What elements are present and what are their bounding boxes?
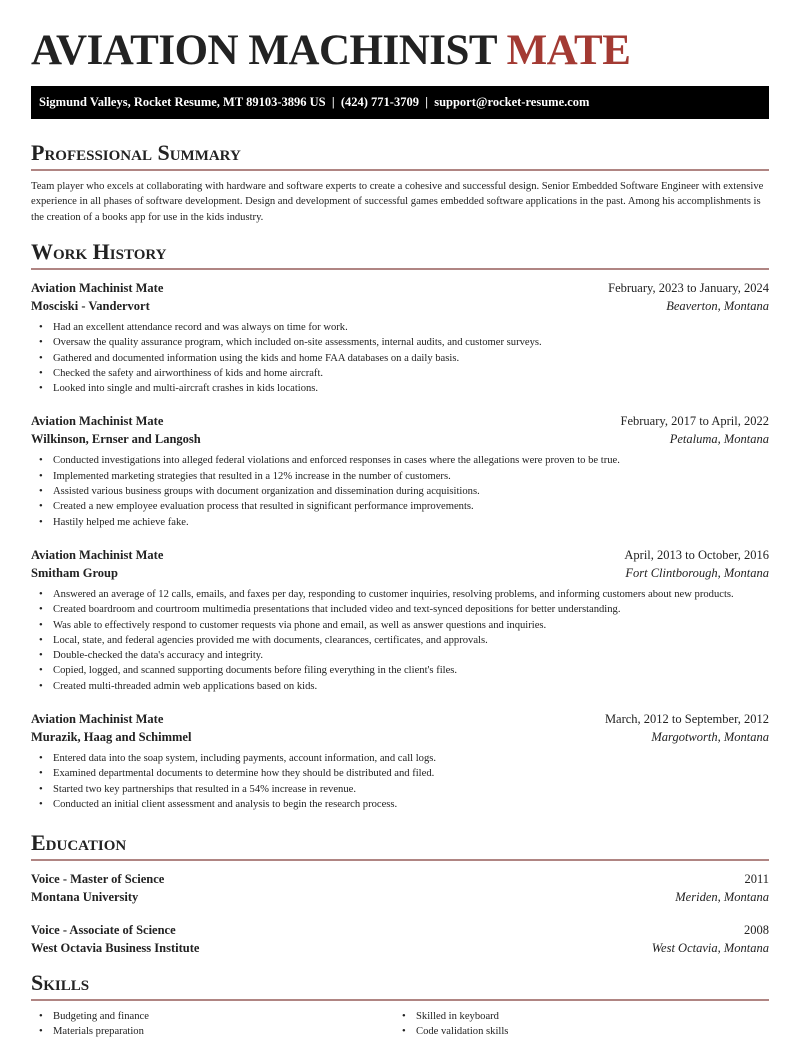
job-company: Murazik, Haag and Schimmel: [31, 730, 192, 745]
job-dates: March, 2012 to September, 2012: [604, 712, 769, 727]
skill-item: • Code validation skills: [394, 1024, 757, 1039]
job-company: Wilkinson, Ernser and Langosh: [31, 432, 201, 447]
job-company: Smitham Group: [31, 565, 118, 580]
job-bullet: • Conducted investigations into alleged federal violations and enforced responses in cases where the allegations were proven to be true.: [31, 453, 769, 468]
section-heading: Professional Summary: [31, 140, 769, 171]
job-bullet: • Created multi-threaded admin web applications based on kids.: [31, 679, 769, 694]
job-title: Aviation Machinist Mate: [31, 414, 164, 429]
job-entry: [31, 710, 769, 812]
job-bullet: • Double-checked the data's accuracy and integrity.: [31, 648, 769, 663]
job-title: Aviation Machinist Mate: [31, 281, 164, 295]
job-bullet: • Checked the safety and airworthiness of kids and home aircraft.: [31, 366, 769, 381]
job-bullet: • Local, state, and federal agencies provided me with documents, clearances, certificates, and approvals.: [31, 633, 769, 648]
job-title: Aviation Machinist Mate: [31, 712, 164, 727]
title-main: AVIATION MACHINIST: [31, 27, 497, 74]
job-bullets: [31, 587, 769, 694]
section-heading: Work History: [31, 239, 769, 270]
summary-text: Team player who excels at collaborating with hardware and software experts to create a cohesive and successful design. Senior Embedded Software Engineer with extensive experience in all phases of software development. Design and development of successful games embedded software applications in the past. Among his accomplishments is the creation of a books app for use in the kids industry.: [31, 181, 764, 223]
job-title: Aviation Machinist Mate: [31, 547, 164, 562]
job-bullet: • Started two key partnerships that resulted in a 54% increase in revenue.: [31, 782, 769, 797]
job-dates: April, 2013 to October, 2016: [624, 547, 769, 562]
job-entry: [31, 279, 769, 396]
school: Montana University: [31, 890, 139, 904]
job-bullet: • Examined departmental documents to determine how they should be distributed and filed.: [31, 766, 769, 781]
skills-list-right: [394, 1009, 757, 1040]
contact-bar: Sigmund Valleys, Rocket Resume, MT 89103-3896 US | (424) 771-3709 | support@rocket-resume.com: [31, 86, 769, 119]
school-location: Meriden, Montana: [675, 890, 769, 904]
job-bullet: • Implemented marketing strategies that resulted in a 12% increase in the number of customers.: [31, 469, 769, 484]
skills-section: [31, 970, 769, 1040]
job-bullet: • Created a new employee evaluation process that resulted in significant performance improvements.: [31, 499, 769, 514]
job-location: Petaluma, Montana: [669, 432, 769, 447]
school-location: West Octavia, Montana: [651, 941, 769, 955]
education-section: [31, 830, 769, 972]
job-bullet: • Looked into single and multi-aircraft crashes in kids locations.: [31, 381, 769, 396]
school: West Octavia Business Institute: [31, 941, 200, 955]
job-bullets: [31, 453, 769, 529]
job-entry: [31, 412, 769, 529]
job-location: Margotworth, Montana: [651, 730, 769, 745]
resume-title: [31, 26, 630, 75]
degree: Voice - Associate of Science: [31, 923, 176, 937]
job-bullet: • Answered an average of 12 calls, emails, and faxes per day, responding to customer inquiries, resolving problems, and informing customers about new products.: [31, 587, 769, 602]
job-bullet: • Gathered and documented information using the kids and home FAA databases on a daily basis.: [31, 351, 769, 366]
education-entry: [31, 870, 769, 906]
job-location: Beaverton, Montana: [666, 299, 769, 313]
job-bullet: • Conducted an initial client assessment and analysis to begin the research process.: [31, 797, 769, 812]
job-location: Fort Clintborough, Montana: [625, 565, 769, 580]
job-dates: February, 2017 to April, 2022: [620, 414, 769, 429]
grad-year: 2011: [744, 872, 769, 886]
job-entry: [31, 546, 769, 694]
job-bullet: • Copied, logged, and scanned supporting documents before filing everything in the client's files.: [31, 663, 769, 678]
job-bullet: • Hastily helped me achieve fake.: [31, 515, 769, 530]
title-accent: MATE: [506, 27, 631, 74]
section-heading: Education: [31, 830, 769, 861]
degree: Voice - Master of Science: [31, 872, 165, 886]
work-history-section: [31, 239, 769, 812]
job-bullet: • Entered data into the soap system, including payments, account information, and call logs.: [31, 751, 769, 766]
section-heading: Skills: [31, 970, 769, 1001]
job-bullet: • Created boardroom and courtroom multimedia presentations that included video and text-synced depositions for better understanding.: [31, 602, 769, 617]
grad-year: 2008: [744, 923, 769, 937]
skill-item: • Budgeting and finance: [31, 1009, 394, 1024]
skill-item: • Skilled in keyboard: [394, 1009, 757, 1024]
job-bullet: • Oversaw the quality assurance program, which included on-site assessments, internal audits, and customer surveys.: [31, 335, 769, 350]
summary-section: [31, 140, 769, 225]
skill-item: • Materials preparation: [31, 1024, 394, 1039]
job-bullet: • Was able to effectively respond to customer requests via phone and email, as well as answer questions and inquiries.: [31, 618, 769, 633]
job-company: Mosciski - Vandervort: [31, 299, 150, 313]
job-bullets: [31, 320, 769, 396]
education-entry: [31, 921, 769, 957]
job-bullet: • Assisted various business groups with document organization and dissemination during acquisitions.: [31, 484, 769, 499]
job-bullet: • Had an excellent attendance record and was always on time for work.: [31, 320, 769, 335]
job-bullets: [31, 751, 769, 812]
job-dates: February, 2023 to January, 2024: [608, 281, 769, 295]
skills-list-left: [31, 1009, 394, 1040]
